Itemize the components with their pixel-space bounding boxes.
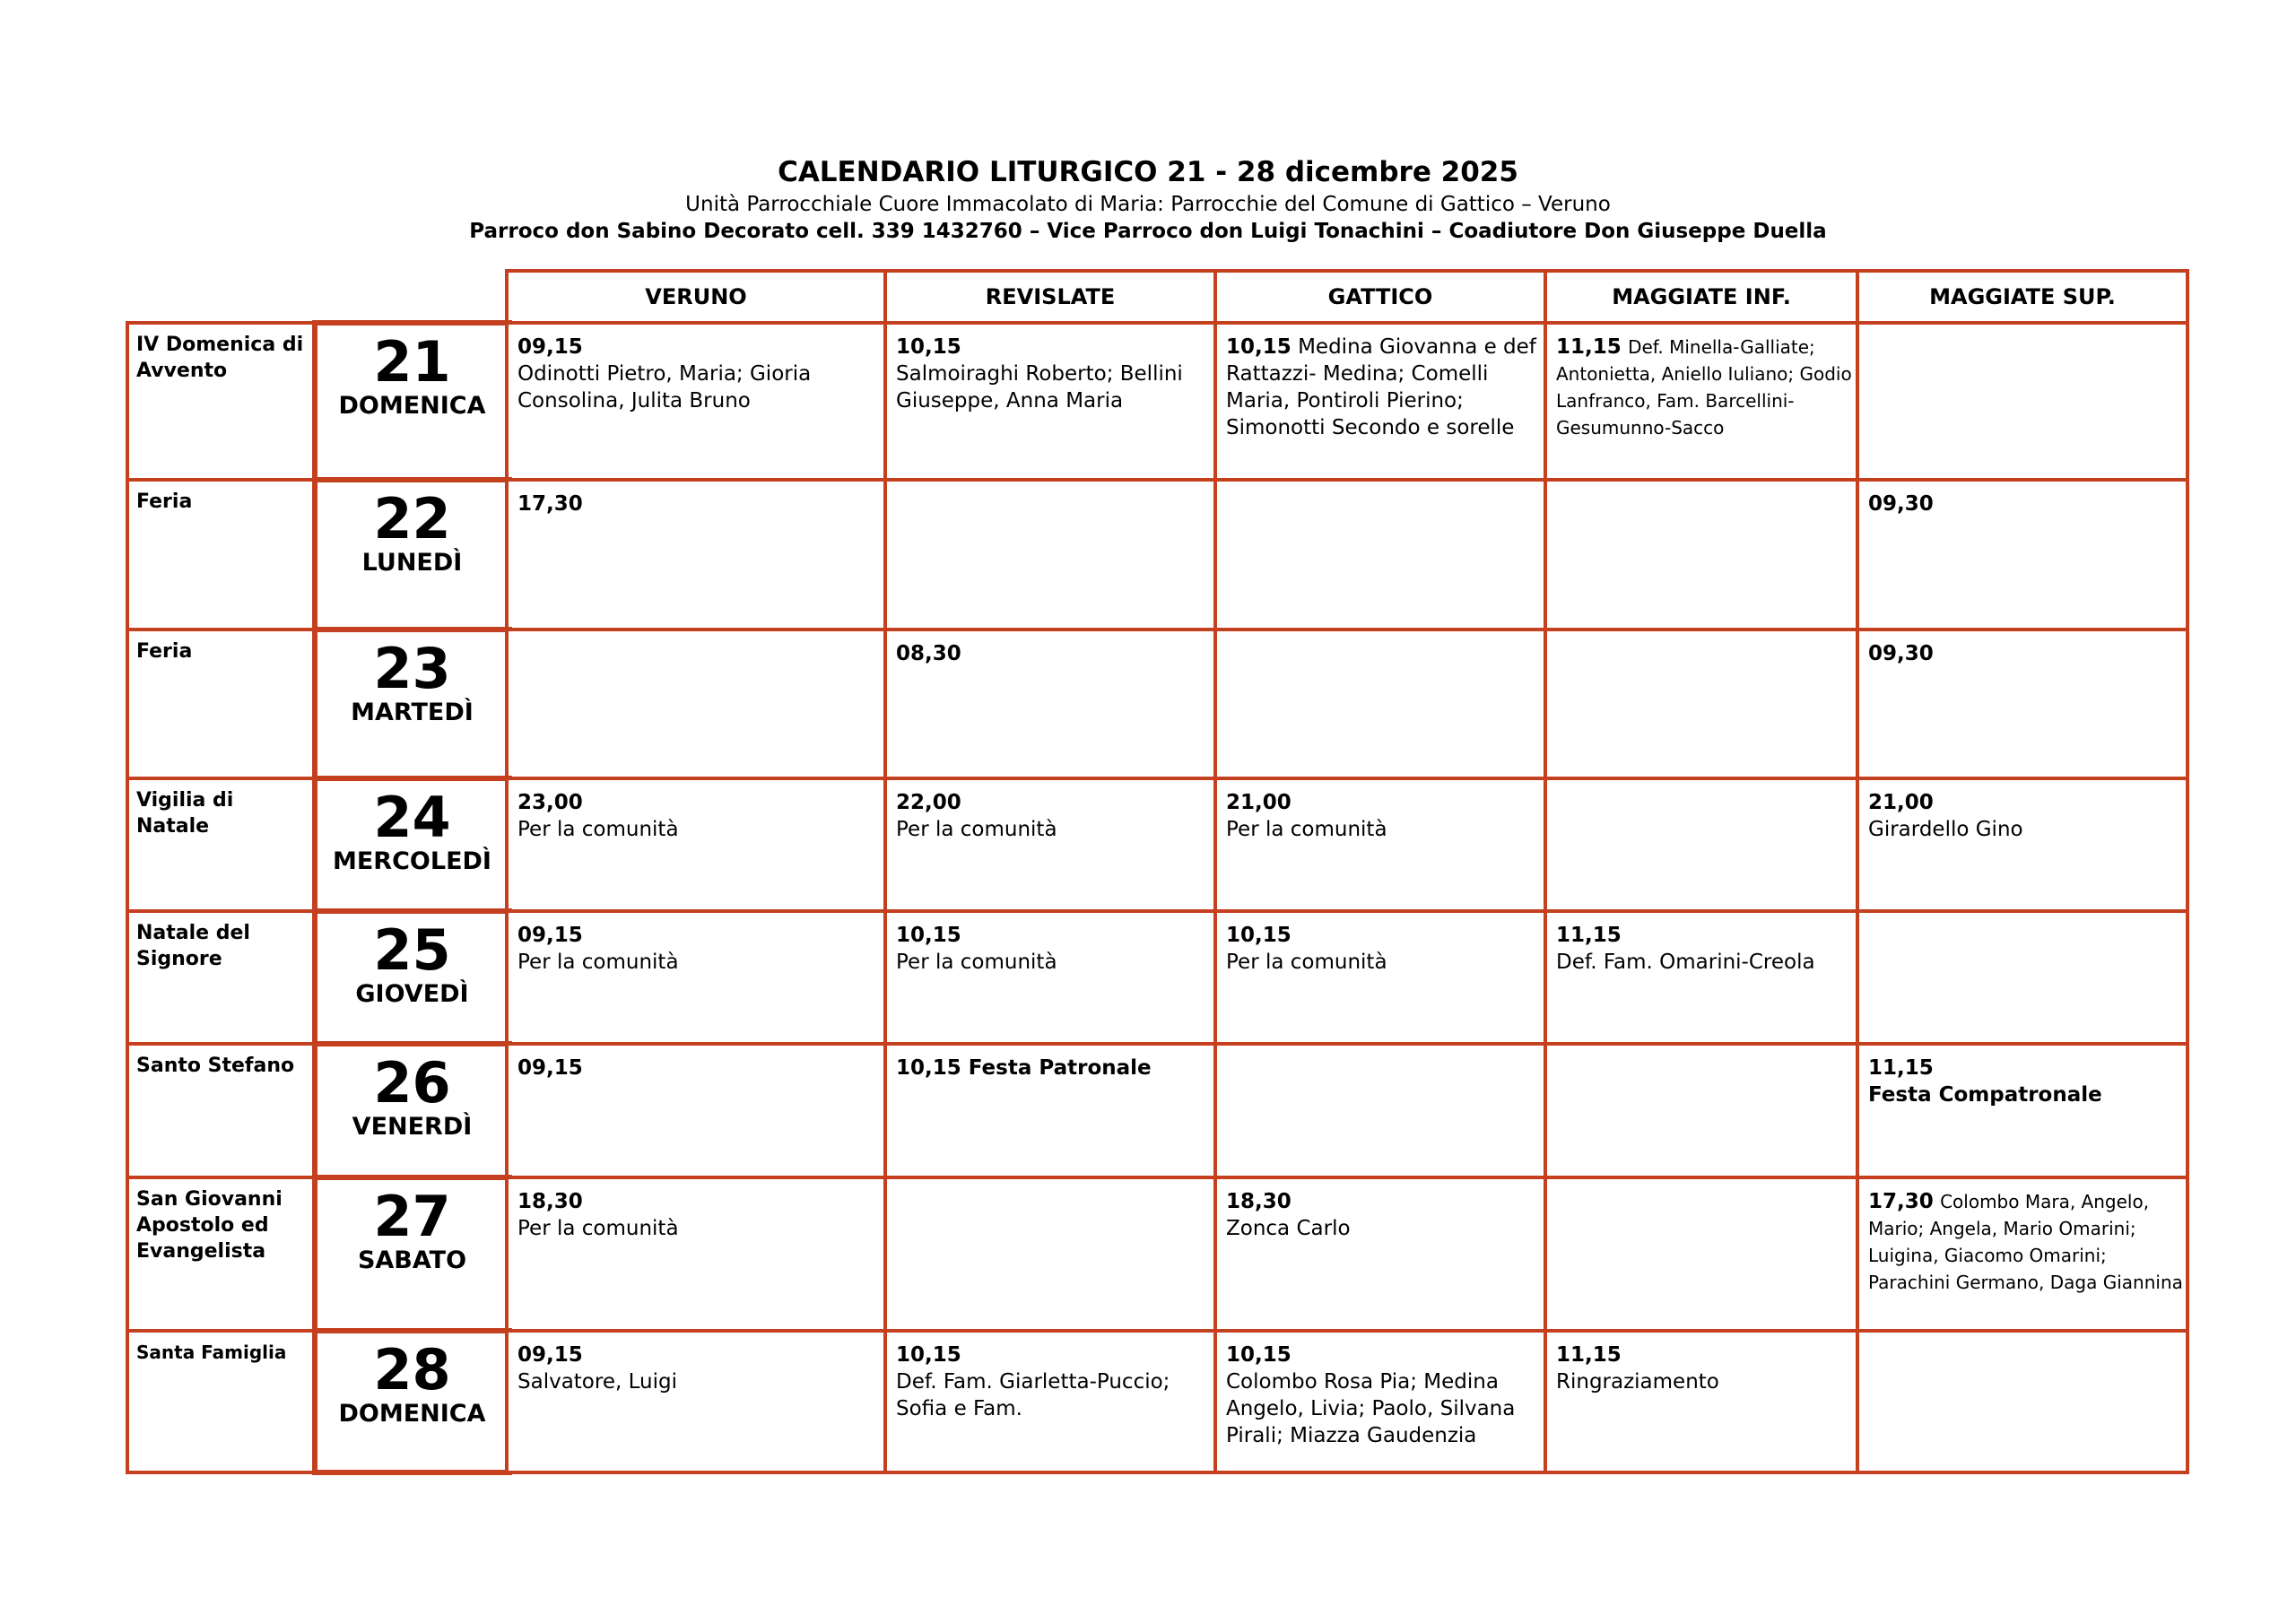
occasion-cell: IV Domenica di Avvento [126,321,317,482]
mass-time: 10,15 [1226,924,1292,947]
mass-cell [1213,909,1547,1046]
mass-time: 09,15 [517,924,583,947]
mass-intention: Per la comunità [896,818,1057,841]
day-name: DOMENICA [338,392,486,420]
mass-cell [505,628,887,780]
mass-time: 17,30 [1868,1190,1934,1213]
day-cell [312,320,512,482]
mass-cell [1856,478,2189,631]
day-number: 25 [373,917,451,983]
mass-time: 10,15 [896,1343,961,1367]
mass-intention: Colombo Mara, Angelo, Mario; Angela, Mario Omarini; Luigina, Giacomo Omarini; Parachini Germano, Daga Giannina [1868,1191,2183,1293]
mass-cell [505,1176,887,1333]
column-header: MAGGIATE SUP. [1856,269,2189,325]
mass-cell [1856,321,2189,482]
day-cell [312,776,512,914]
mass-time: 18,30 [517,1190,583,1213]
day-name: LUNEDÌ [361,549,463,577]
mass-cell [1213,628,1547,780]
mass-cell [1544,321,1859,482]
mass-intention: Def. Minella-Galliate; Antonietta, Aniello Iuliano; Godio Lanfranco, Fam. Barcellini-Gesumunno-Sacco [1556,336,1852,439]
day-cell [312,1328,512,1475]
mass-time: 09,30 [1868,642,1934,665]
mass-time: 08,30 [896,642,961,665]
mass-time: 11,15 [1556,1343,1622,1367]
mass-time: 09,15 [517,1343,583,1367]
mass-cell [505,909,887,1046]
mass-cell [1213,777,1547,913]
column-header: GATTICO [1213,269,1547,325]
mass-time: 23,00 [517,791,583,814]
day-name: GIOVEDÌ [355,980,469,1008]
occasion-cell: Feria [126,478,317,631]
mass-intention: Per la comunità [517,951,679,974]
mass-cell [1544,1329,1859,1474]
mass-time: 11,15 [1868,1056,1934,1080]
mass-cell [505,1329,887,1474]
column-header: MAGGIATE INF. [1544,269,1859,325]
day-number: 27 [373,1184,451,1249]
mass-cell [1856,777,2189,913]
mass-cell [1856,1329,2189,1474]
mass-cell [1213,1042,1547,1179]
mass-cell [883,628,1217,780]
mass-cell [505,777,887,913]
mass-cell [883,909,1217,1046]
mass-cell [1544,478,1859,631]
day-cell [312,908,512,1046]
mass-time: 18,30 [1226,1190,1292,1213]
day-number: 28 [373,1337,451,1403]
mass-intention: Zonca Carlo [1226,1217,1351,1240]
clergy-info: Parroco don Sabino Decorato cell. 339 1432760 – Vice Parroco don Luigi Tonachini – Coadiutore Don Giuseppe Duella [469,220,1827,243]
day-number: 24 [373,785,451,850]
mass-intention: Medina Giovanna e def Rattazzi- Medina; Comelli Maria, Pontiroli Pierino; Simonotti Secondo e sorelle [1226,335,1536,439]
mass-time: 10,15 [1226,335,1292,359]
mass-time: 10,15 [896,924,961,947]
mass-time: 22,00 [896,791,961,814]
day-number: 21 [373,329,451,395]
mass-intention: Festa Compatronale [1868,1083,2102,1107]
occasion-cell: Santo Stefano [126,1042,317,1179]
mass-intention: Colombo Rosa Pia; Medina Angelo, Livia; Paolo, Silvana Pirali; Miazza Gaudenzia [1226,1370,1516,1447]
mass-cell [1544,1176,1859,1333]
day-name: DOMENICA [338,1400,486,1428]
mass-time: 10,15 [896,335,961,359]
mass-cell [1856,1176,2189,1333]
mass-cell [883,1042,1217,1179]
day-name: VENERDÌ [352,1113,473,1141]
occasion-cell: Feria [126,628,317,780]
mass-cell [883,1329,1217,1474]
mass-time: 09,15 [517,1056,583,1080]
mass-cell [1213,478,1547,631]
mass-intention: Salmoiraghi Roberto; Bellini Giuseppe, Anna Maria [896,362,1183,413]
mass-time: 21,00 [1868,791,1934,814]
page-subtitle: Unità Parrocchiale Cuore Immacolato di Maria: Parrocchie del Comune di Gattico – Veruno [685,193,1611,216]
mass-intention: Girardello Gino [1868,818,2023,841]
mass-cell [1856,909,2189,1046]
mass-cell [1856,628,2189,780]
mass-cell [1213,1329,1547,1474]
day-name: MERCOLEDÌ [333,847,491,875]
occasion-cell: Santa Famiglia [126,1329,317,1474]
day-number: 26 [373,1050,451,1116]
mass-time: 09,30 [1868,492,1934,516]
mass-cell [1544,628,1859,780]
mass-time: 11,15 [1556,924,1622,947]
day-name: MARTEDÌ [351,699,474,726]
day-name: SABATO [357,1246,467,1274]
mass-time: 11,15 [1556,335,1622,359]
mass-cell [1856,1042,2189,1179]
mass-cell [883,321,1217,482]
day-cell [312,627,512,781]
mass-intention: Def. Fam. Omarini-Creola [1556,951,1815,974]
mass-intention: Odinotti Pietro, Maria; Gioria Consolina, Julita Bruno [517,362,812,413]
mass-time: 10,15 [1226,1343,1292,1367]
day-cell [312,477,512,632]
mass-cell [1544,909,1859,1046]
mass-cell [1544,777,1859,913]
column-header: REVISLATE [883,269,1217,325]
mass-cell [505,1042,887,1179]
page-title: CALENDARIO LITURGICO 21 - 28 dicembre 2025 [778,156,1518,188]
mass-intention: Ringraziamento [1556,1370,1719,1394]
mass-intention: Def. Fam. Giarletta-Puccio; Sofia e Fam. [896,1370,1170,1420]
occasion-cell: San Giovanni Apostolo ed Evangelista [126,1176,317,1333]
column-header: VERUNO [505,269,887,325]
mass-time: 09,15 [517,335,583,359]
mass-intention: Per la comunità [1226,951,1387,974]
mass-cell [505,478,887,631]
mass-cell [883,478,1217,631]
mass-cell [1213,321,1547,482]
mass-cell [1544,1042,1859,1179]
mass-intention: Per la comunità [896,951,1057,974]
mass-cell [883,777,1217,913]
day-cell [312,1041,512,1180]
mass-intention: Salvatore, Luigi [517,1370,677,1394]
day-cell [312,1175,512,1333]
mass-cell [505,321,887,482]
mass-cell [883,1176,1217,1333]
mass-time: 17,30 [517,492,583,516]
occasion-cell: Natale del Signore [126,909,317,1046]
mass-intention: Per la comunità [1226,818,1387,841]
day-number: 23 [373,636,451,701]
occasion-cell: Vigilia di Natale [126,777,317,913]
mass-time: 10,15 Festa Patronale [896,1056,1152,1080]
mass-cell [1213,1176,1547,1333]
day-number: 22 [373,486,451,551]
mass-time: 21,00 [1226,791,1292,814]
mass-intention: Per la comunità [517,818,679,841]
mass-intention: Per la comunità [517,1217,679,1240]
